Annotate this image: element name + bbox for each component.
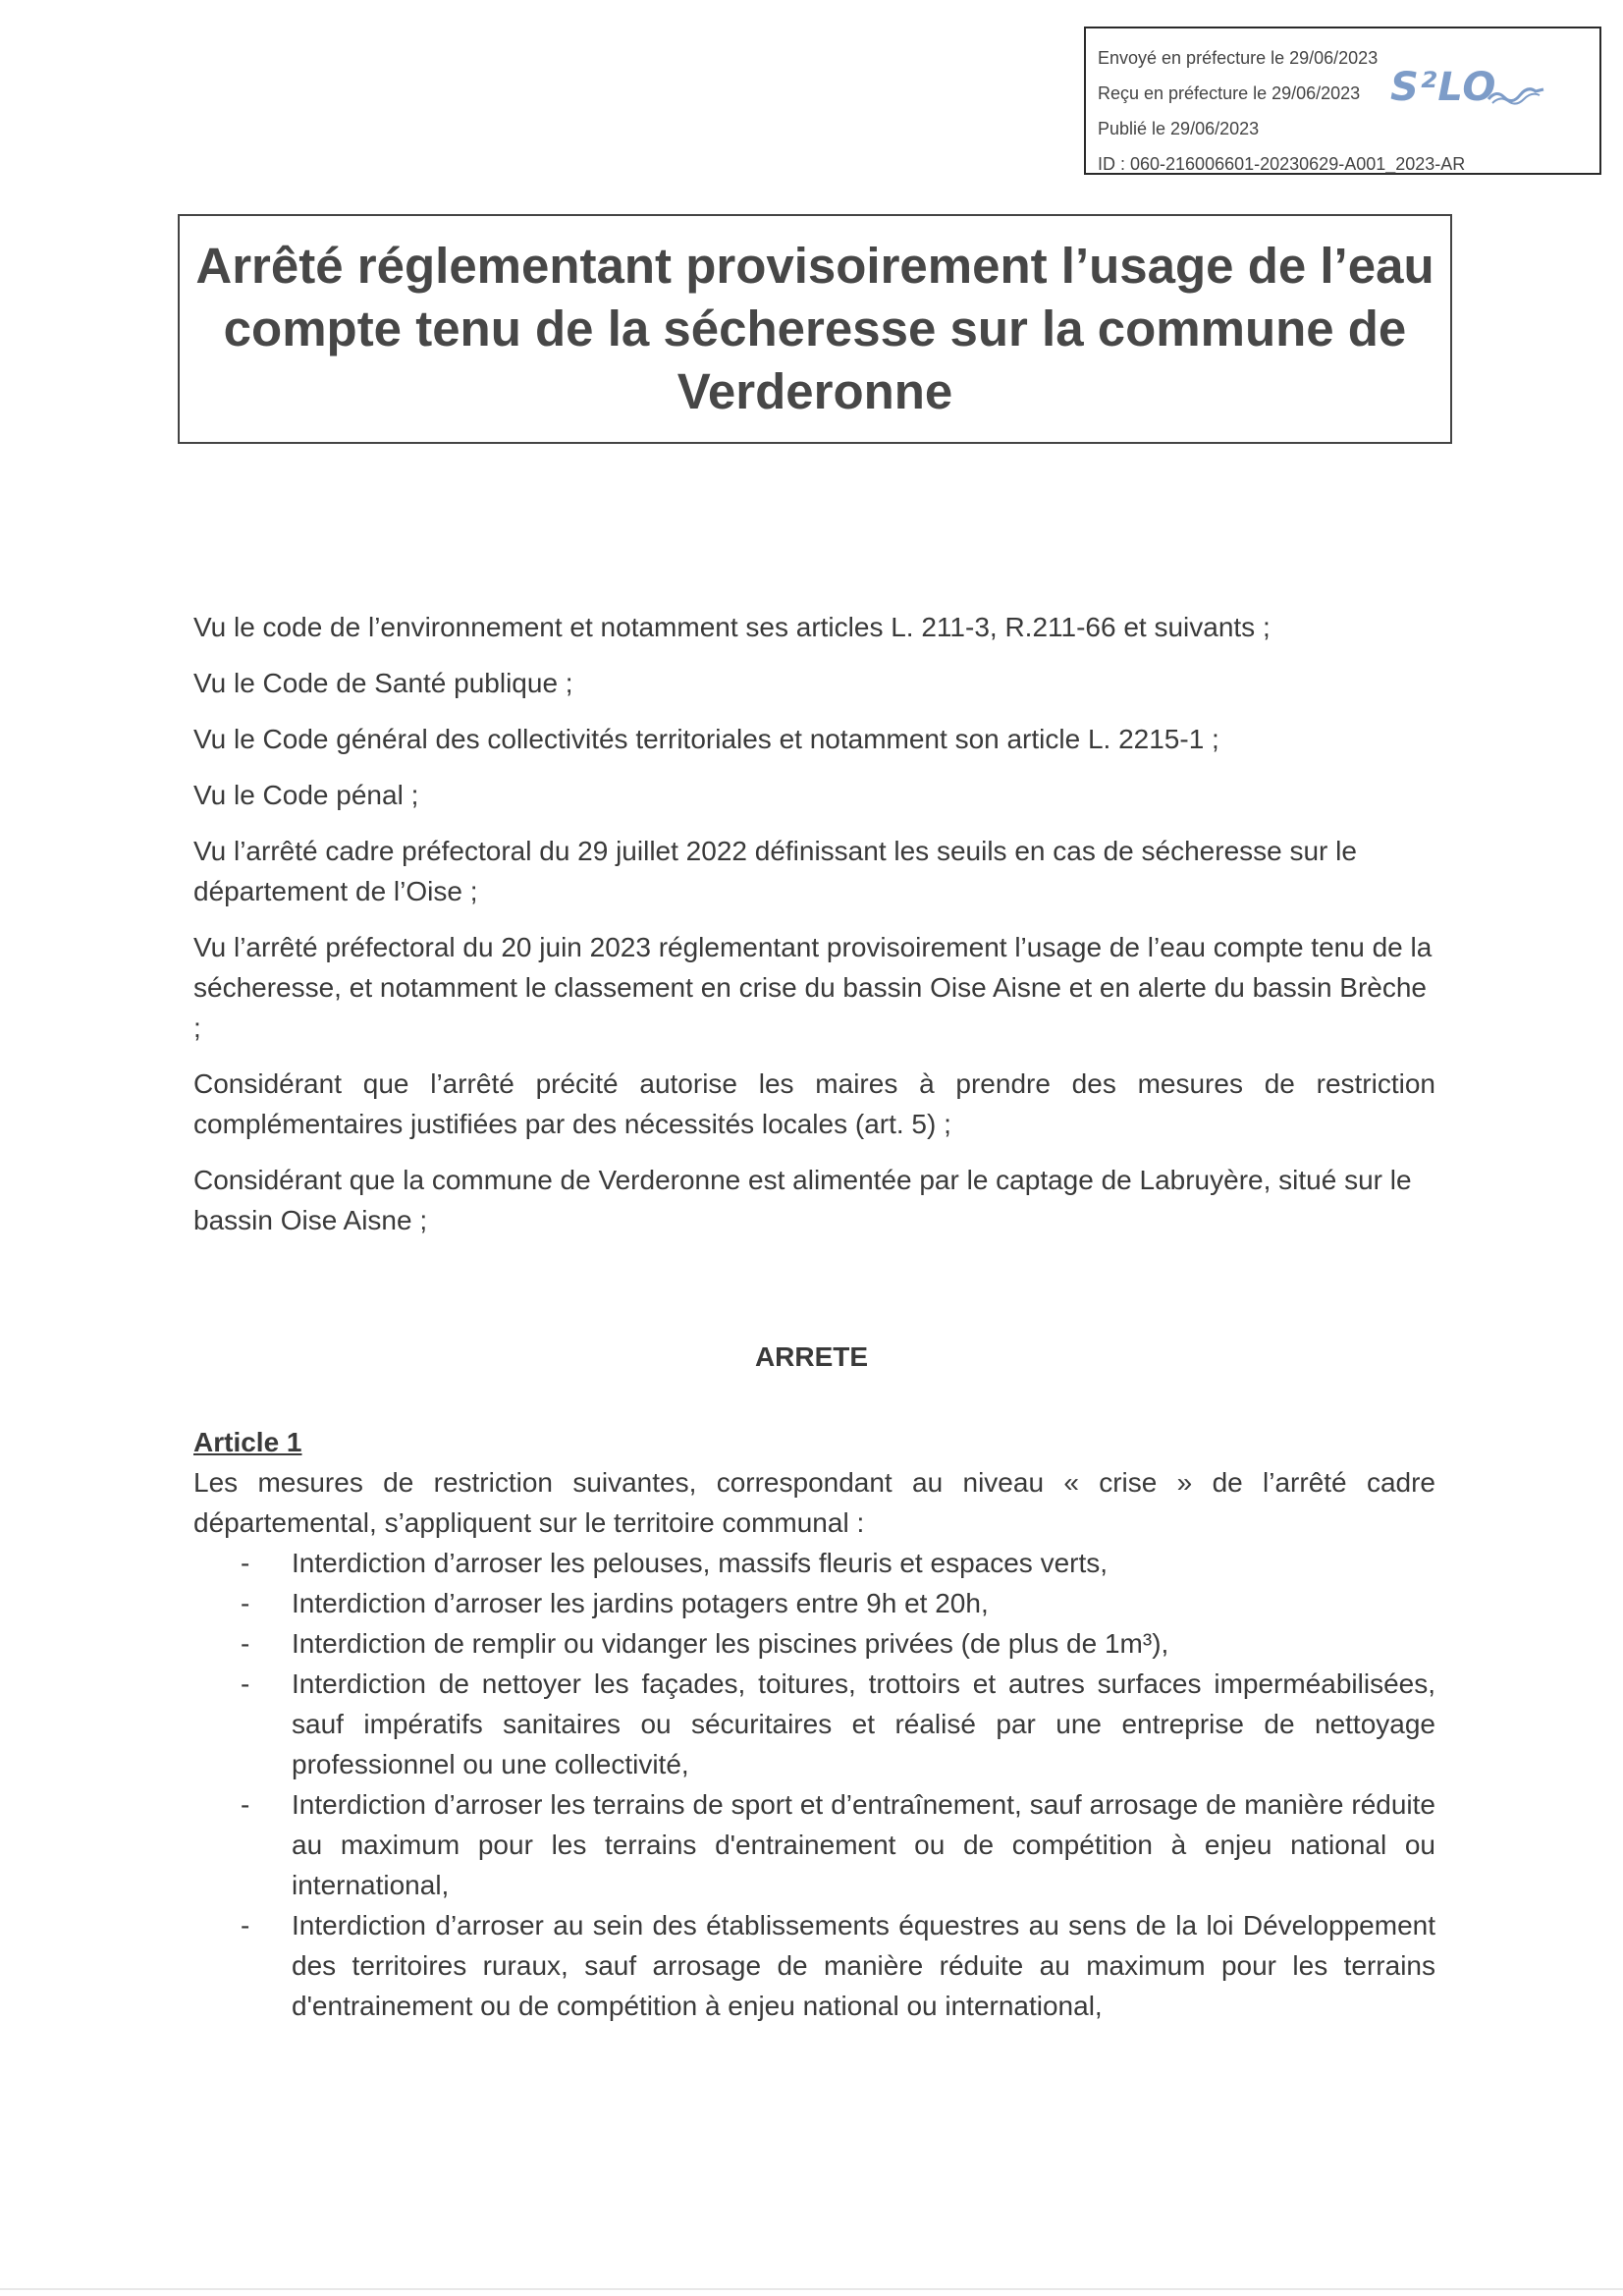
list-item bbox=[193, 1543, 1435, 1583]
s2lo-logo-text: S²LO bbox=[1390, 65, 1497, 110]
list-item bbox=[193, 1905, 1435, 2026]
list-item-text: Interdiction d’arroser les terrains de sport et d’entraînement, sauf arrosage de manière réduite au maximum pour les terrains d'entrainement ou de compétition à enjeu national ou international, bbox=[292, 1789, 1435, 1900]
s2lo-logo bbox=[1390, 65, 1497, 110]
stamp-publie: Publié le 29/06/2023 bbox=[1098, 119, 1260, 138]
document-title: Arrêté réglementant provisoirement l’usage de l’eau compte tenu de la sécheresse sur la commune de Verderonne bbox=[195, 238, 1434, 419]
list-dash: - bbox=[241, 1548, 250, 1578]
scan-edge-line bbox=[0, 2288, 1623, 2290]
list-item bbox=[193, 1583, 1435, 1623]
list-item bbox=[193, 1784, 1435, 1905]
title-box bbox=[178, 214, 1452, 444]
visa-item: Vu le Code pénal ; bbox=[193, 780, 419, 810]
list-item-text: Interdiction de remplir ou vidanger les piscines privées (de plus de 1m³), bbox=[292, 1628, 1169, 1659]
stamp-id: ID : 060-216006601-20230629-A001_2023-AR bbox=[1098, 154, 1466, 174]
list-dash: - bbox=[241, 1668, 250, 1699]
stamp-envoye: Envoyé en préfecture le 29/06/2023 bbox=[1098, 48, 1379, 68]
visa-item: Vu le Code général des collectivités territoriales et notamment son article L. 2215-1 ; bbox=[193, 724, 1219, 754]
visa-item: Vu l’arrêté préfectoral du 20 juin 2023 réglementant provisoirement l’usage de l’eau compte tenu de la sécheresse, et notamment le classement en crise du bassin Oise Aisne et en alerte du bassin Brèche ; bbox=[193, 932, 1433, 1043]
list-item bbox=[193, 1664, 1435, 1784]
visa-item: Vu le Code de Santé publique ; bbox=[193, 668, 573, 698]
considerant-item: Considérant que la commune de Verderonne est alimentée par le captage de Labruyère, situé sur le bassin Oise Aisne ; bbox=[193, 1165, 1412, 1235]
visas-section bbox=[193, 607, 1435, 1256]
list-dash: - bbox=[241, 1789, 250, 1820]
restriction-list bbox=[193, 1543, 1435, 2026]
list-dash: - bbox=[241, 1628, 250, 1659]
wave-icon bbox=[1487, 85, 1545, 107]
list-dash: - bbox=[241, 1910, 250, 1941]
stamp-recu: Reçu en préfecture le 29/06/2023 bbox=[1098, 83, 1361, 103]
article-intro: Les mesures de restriction suivantes, correspondant au niveau « crise » de l’arrêté cadre départemental, s’appliquent sur le territoire communal : bbox=[193, 1467, 1435, 1538]
arrete-heading: ARRETE bbox=[754, 1341, 869, 1372]
list-item-text: Interdiction de nettoyer les façades, toitures, trottoirs et autres surfaces imperméabilisées, sauf impératifs sanitaires ou sécuritaires et réalisé par une entreprise de nettoyage professionnel ou une collectivité, bbox=[292, 1668, 1435, 1779]
visa-item: Vu le code de l’environnement et notamment ses articles L. 211-3, R.211-66 et suivants ; bbox=[193, 612, 1271, 642]
list-item-text: Interdiction d’arroser les pelouses, massifs fleuris et espaces verts, bbox=[292, 1548, 1109, 1578]
article-title: Article 1 bbox=[193, 1427, 302, 1457]
considerant-item: Considérant que l’arrêté précité autorise les maires à prendre des mesures de restriction complémentaires justifiées par des nécessités locales (art. 5) ; bbox=[193, 1068, 1435, 1139]
list-item bbox=[193, 1623, 1435, 1664]
prefecture-stamp bbox=[1084, 27, 1601, 175]
list-dash: - bbox=[241, 1588, 250, 1618]
list-item-text: Interdiction d’arroser au sein des établissements équestres au sens de la loi Développement des territoires ruraux, sauf arrosage de manière réduite au maximum pour les terrains d'entrainement ou de compétition à enjeu national ou international, bbox=[292, 1910, 1435, 2021]
article-1 bbox=[193, 1422, 1435, 2026]
visa-item: Vu l’arrêté cadre préfectoral du 29 juillet 2022 définissant les seuils en cas de sécheresse sur le département de l’Oise ; bbox=[193, 836, 1357, 906]
list-item-text: Interdiction d’arroser les jardins potagers entre 9h et 20h, bbox=[292, 1588, 989, 1618]
